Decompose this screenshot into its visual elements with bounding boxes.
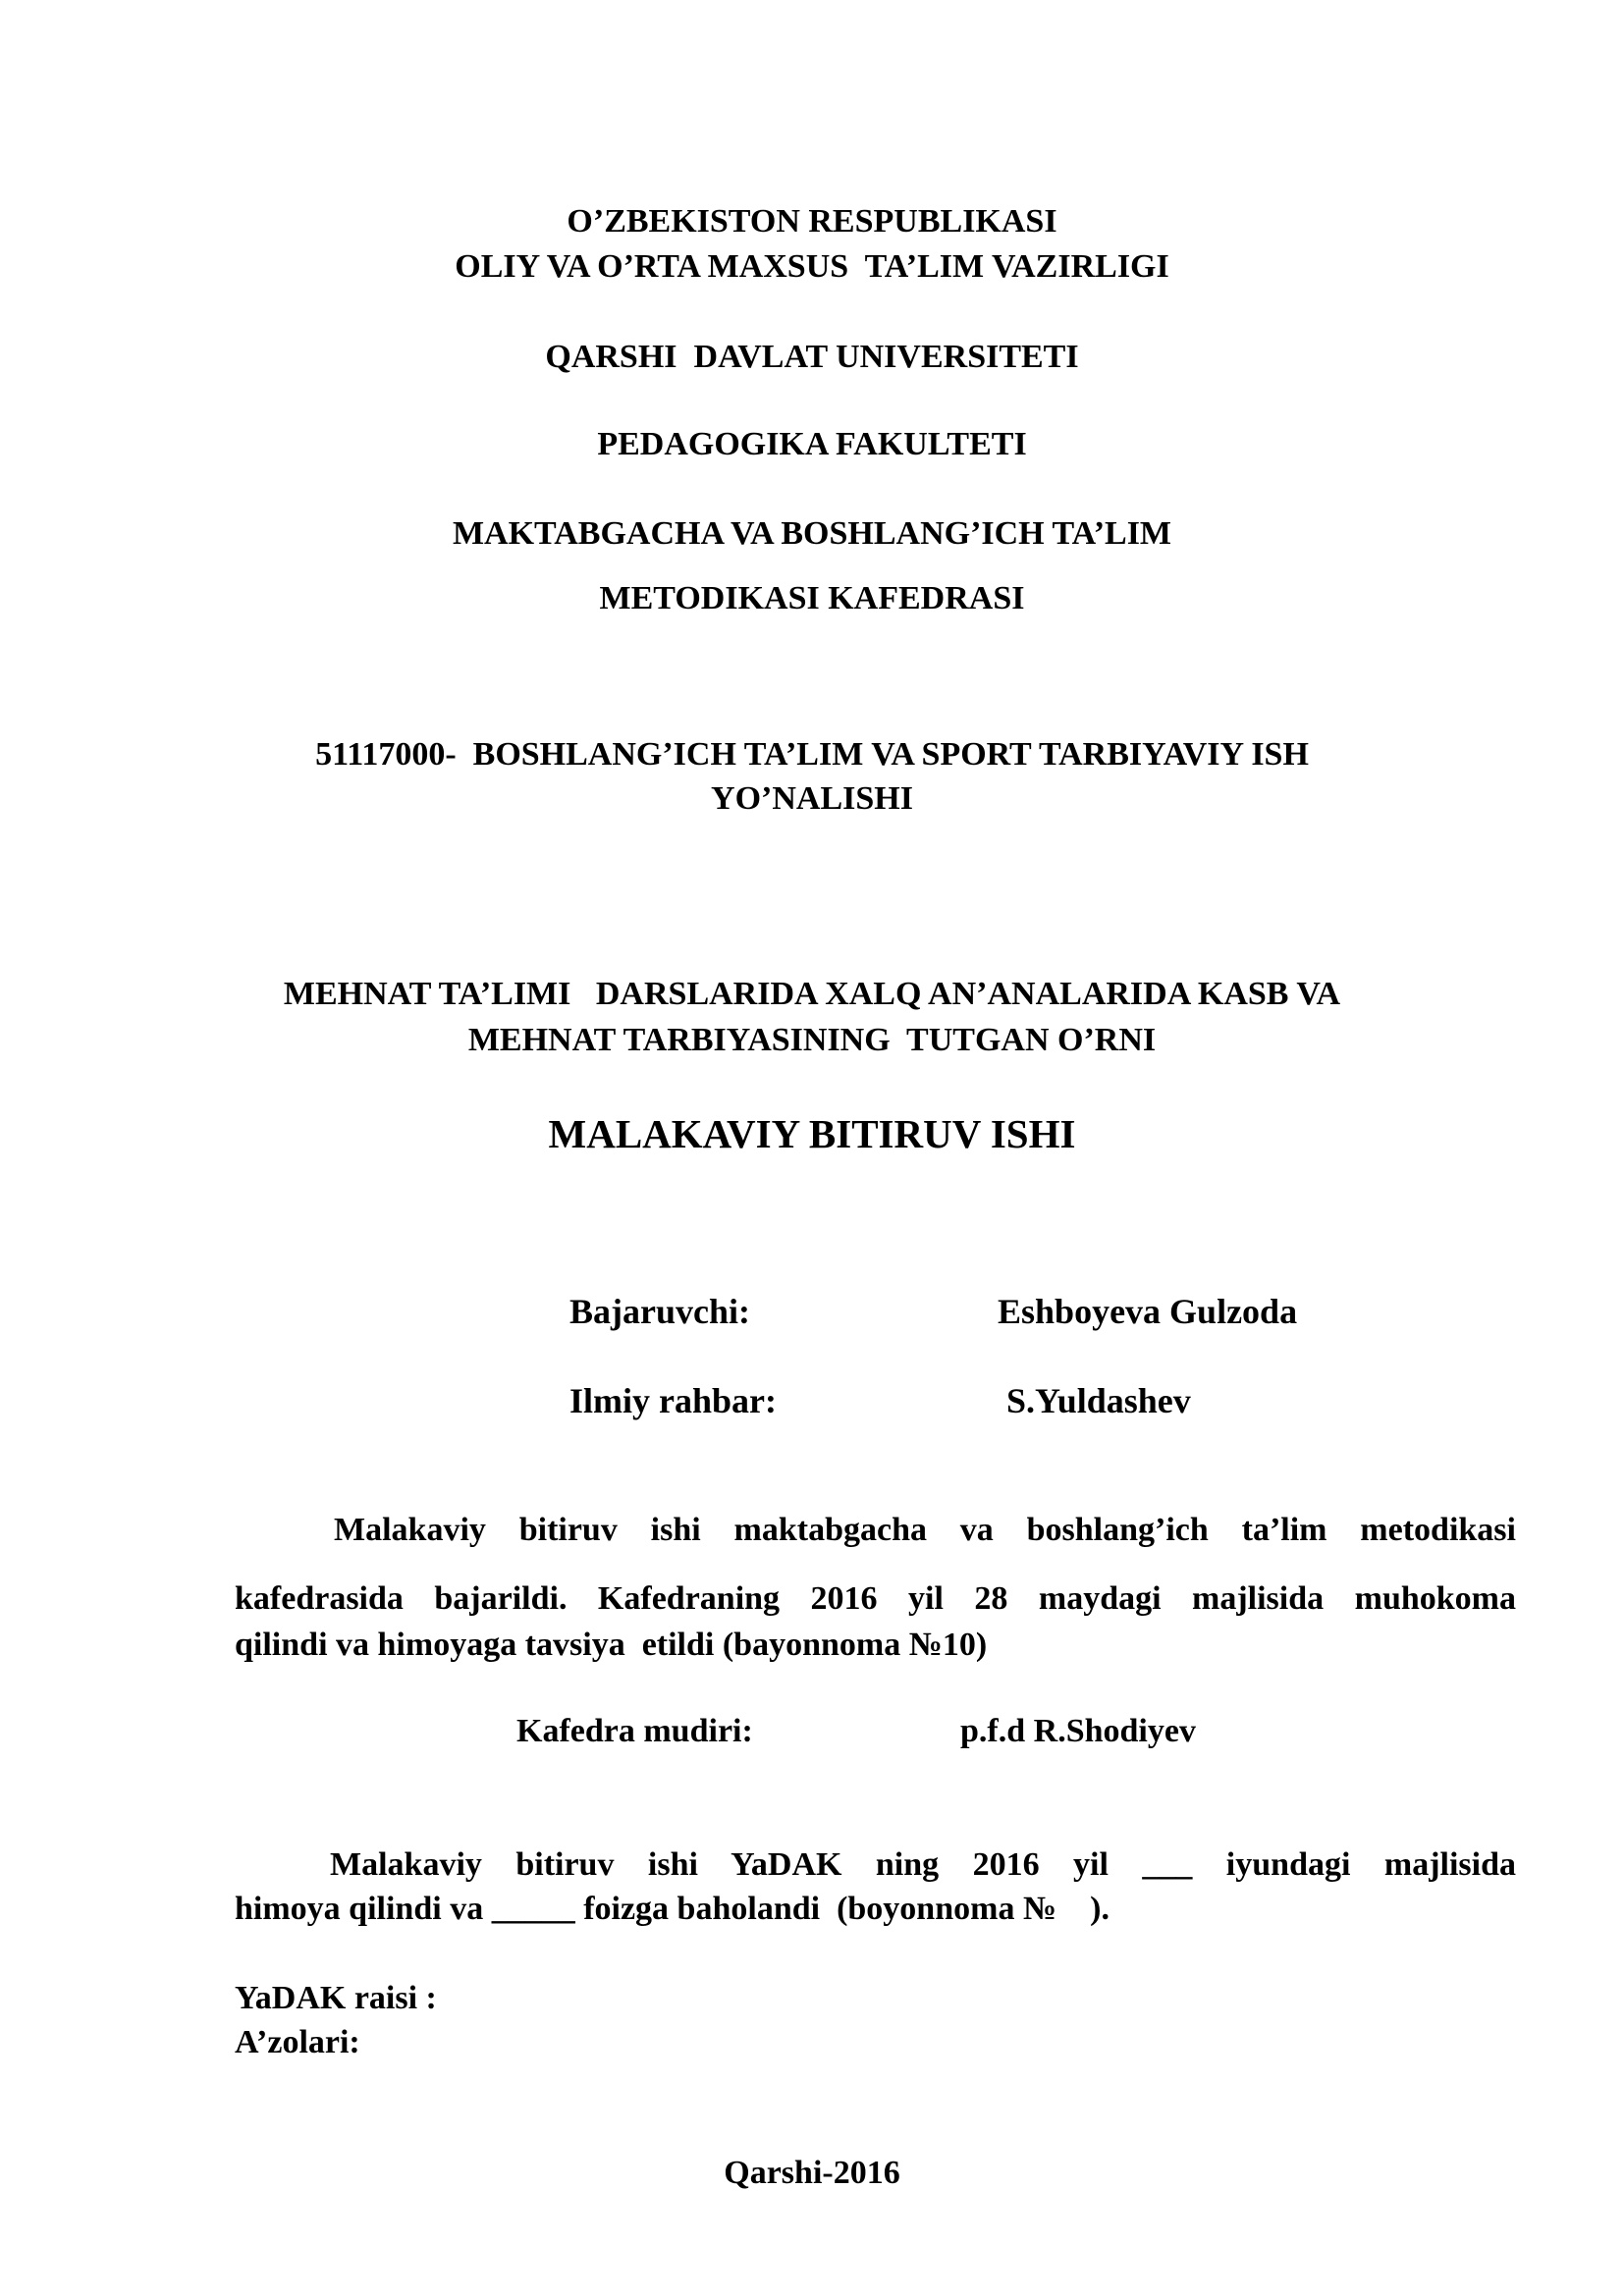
- footer-place-year: Qarshi-2016: [724, 2155, 900, 2191]
- defense-line1: Malakaviy bitiruv ishi YaDAK ning 2016 yil ___ iyundagi majlisida: [330, 1846, 1516, 1883]
- approval-line2: kafedrasida bajarildi. Kafedraning 2016 yil 28 maydagi majlisida muhokoma: [235, 1580, 1516, 1617]
- head-of-department-name: p.f.d R.Shodiyev: [960, 1713, 1196, 1749]
- topic-line2: MEHNAT TARBIYASINING TUTGAN O’RNI: [467, 1022, 1157, 1058]
- header-faculty: PEDAGOGIKA FAKULTETI: [597, 426, 1027, 462]
- header-republic: O’ZBEKISTON RESPUBLIKASI: [567, 203, 1057, 240]
- performer-label: Bajaruvchi:: [569, 1292, 750, 1331]
- performer-name: Eshboyeva Gulzoda: [998, 1292, 1298, 1331]
- defense-line2: himoya qilindi va _____ foizga baholandi (boyonnoma № ).: [235, 1891, 1110, 1927]
- work-type-title: MALAKAVIY BITIRUV ISHI: [548, 1111, 1076, 1156]
- direction-line2: YO’NALISHI: [711, 780, 913, 817]
- approval-line1: Malakaviy bitiruv ishi maktabgacha va boshlang’ich ta’lim metodikasi: [334, 1512, 1516, 1548]
- header-department-line2: METODIKASI KAFEDRASI: [599, 580, 1025, 616]
- head-of-department-label: Kafedra mudiri:: [516, 1713, 753, 1749]
- approval-line3: qilindi va himoyaga tavsiya etildi (bayonnoma №10): [235, 1627, 988, 1663]
- header-department-line1: MAKTABGACHA VA BOSHLANG’ICH TA’LIM: [452, 515, 1172, 552]
- supervisor-label: Ilmiy rahbar:: [569, 1381, 777, 1420]
- header-university: QARSHI DAVLAT UNIVERSITETI: [545, 339, 1079, 375]
- topic-line1: MEHNAT TA’LIMI DARSLARIDA XALQ AN’ANALARIDA KASB VA: [283, 976, 1341, 1012]
- direction-line1: 51117000- BOSHLANG’ICH TA’LIM VA SPORT TARBIYAVIY ISH: [315, 736, 1309, 773]
- supervisor-name: S.Yuldashev: [1006, 1381, 1191, 1420]
- header-ministry: OLIY VA O’RTA MAXSUS TA’LIM VAZIRLIGI: [455, 248, 1169, 285]
- committee-chair-label: YaDAK raisi :: [235, 1980, 437, 2016]
- committee-members-label: A’zolari:: [235, 2024, 360, 2060]
